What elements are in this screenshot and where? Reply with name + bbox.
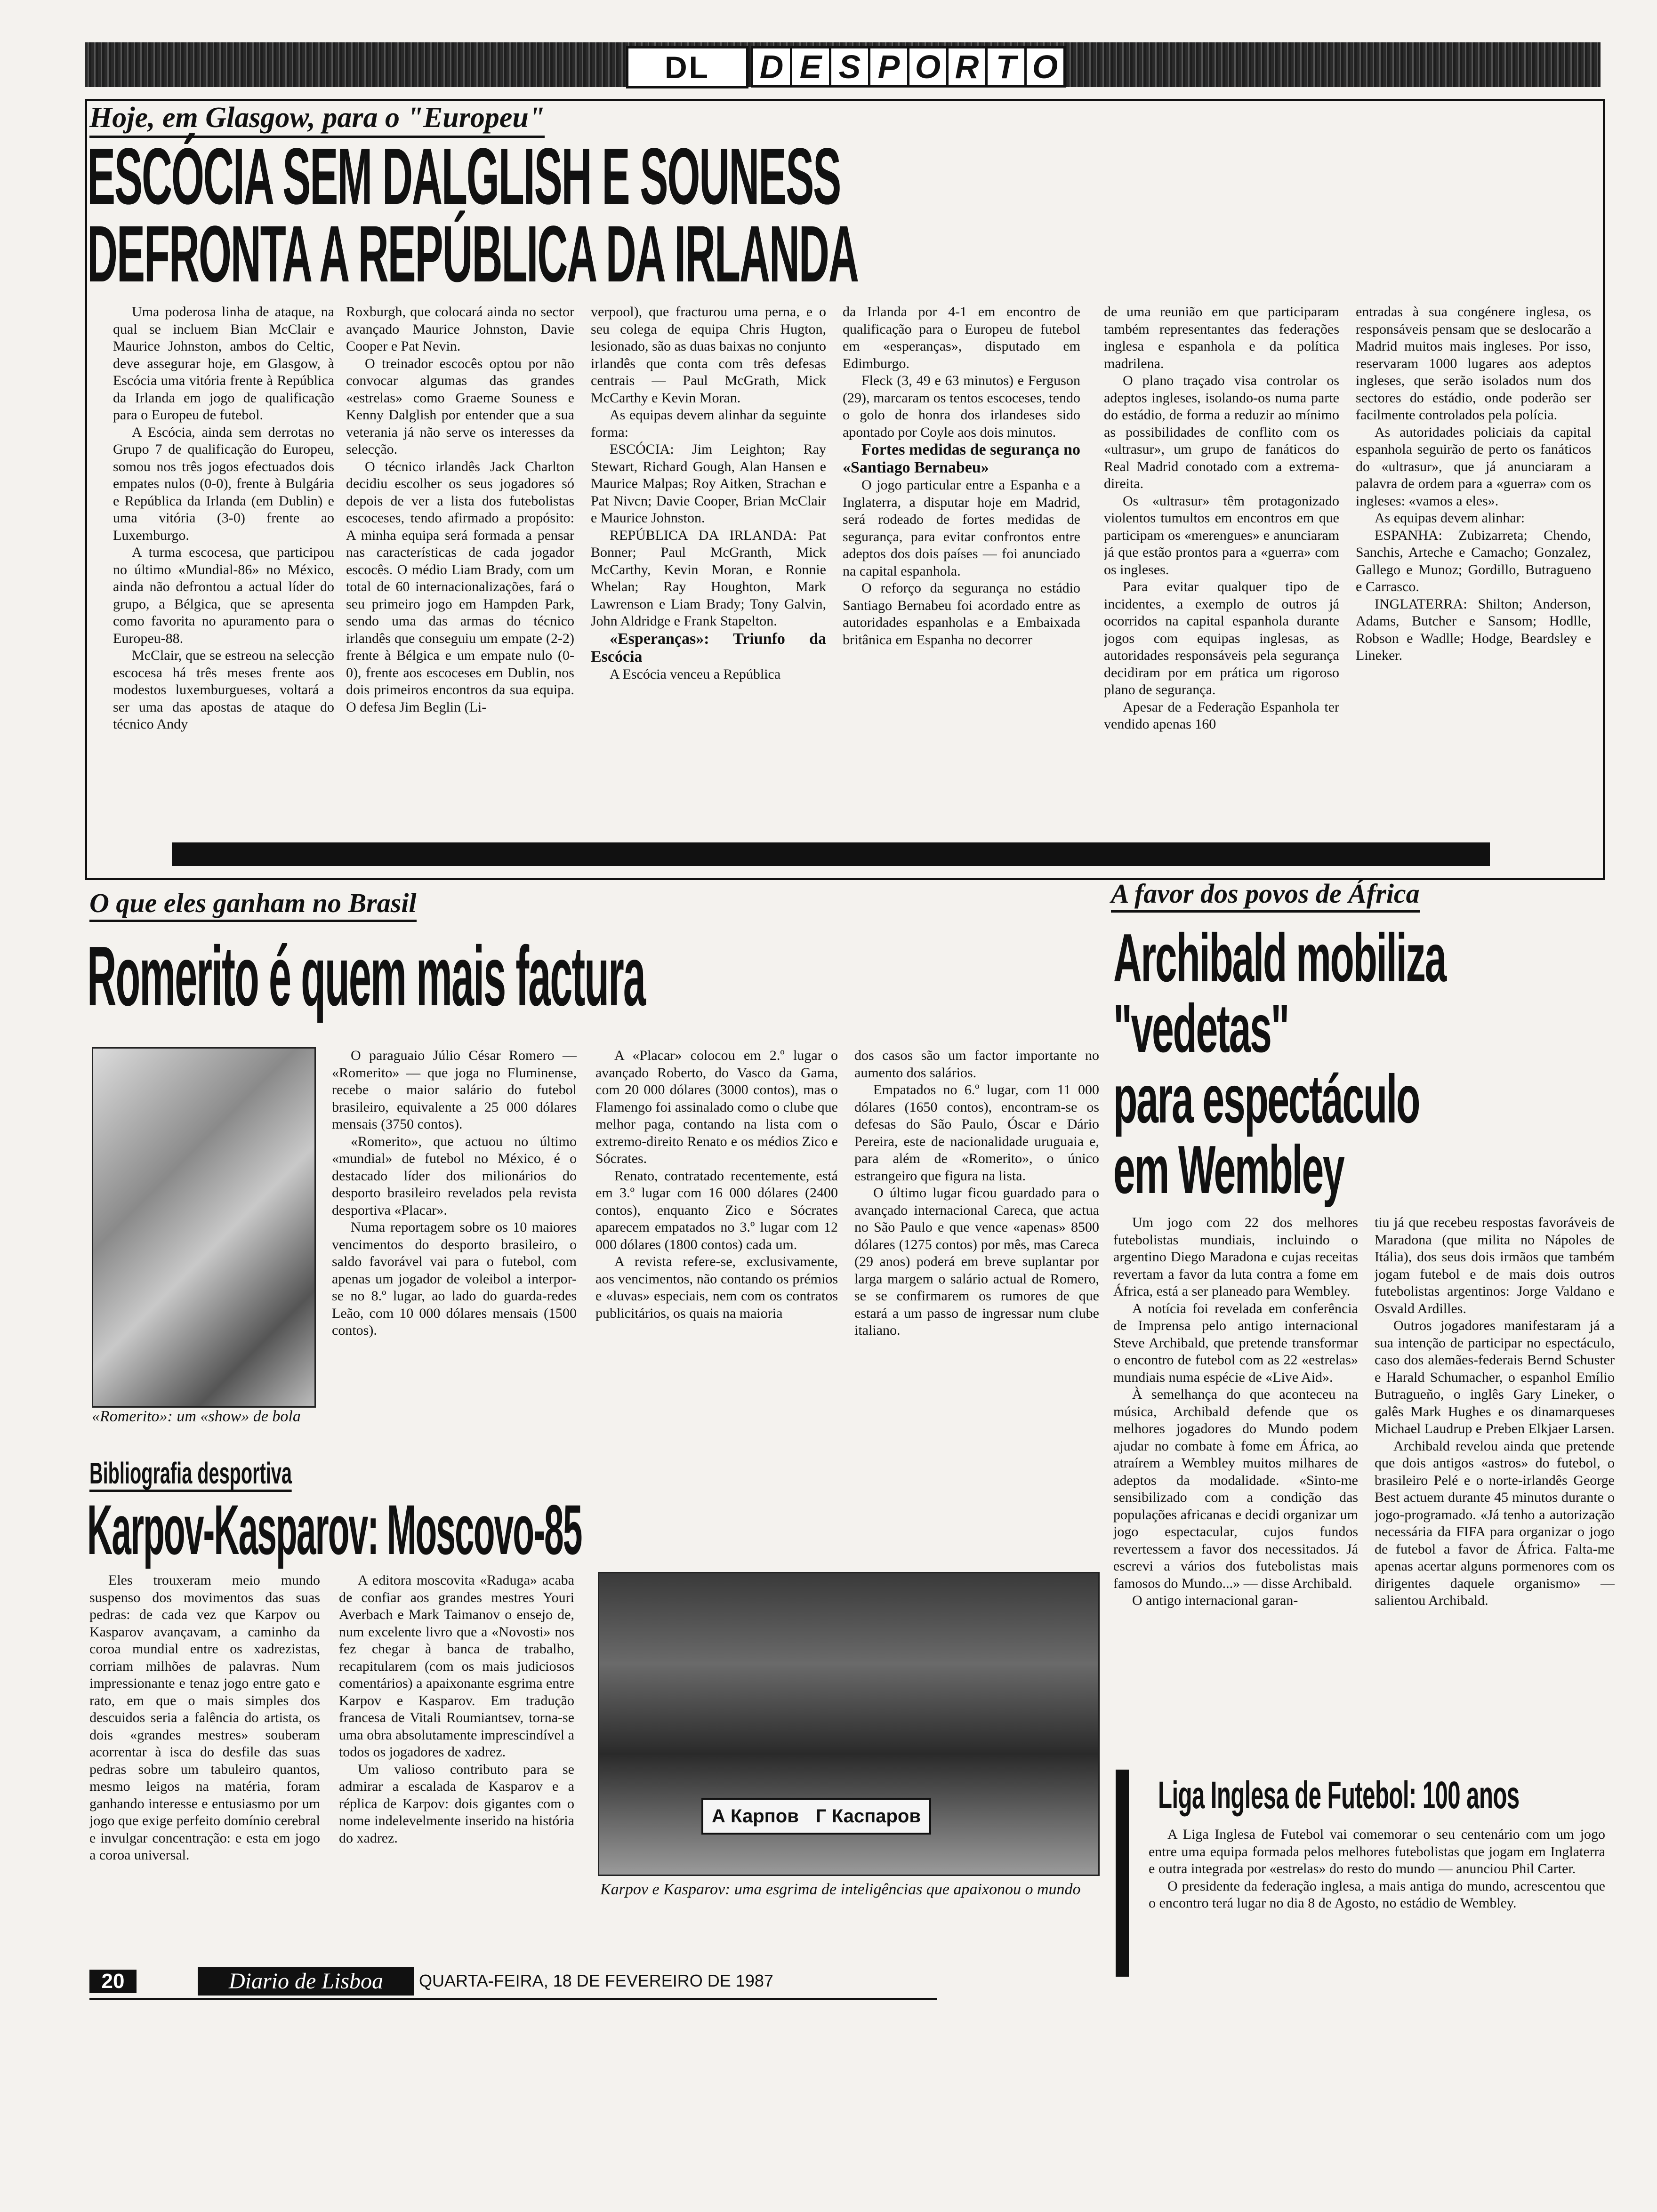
article2-column-3 bbox=[854, 1047, 1099, 1419]
article3-column-1 bbox=[1113, 1214, 1358, 1751]
publication-date: QUARTA-FEIRA, 18 DE FEVEREIRO DE 1987 bbox=[419, 1971, 773, 1990]
romerito-photo bbox=[92, 1047, 316, 1408]
section-letter: E bbox=[790, 46, 831, 88]
paragraph: A notícia foi revelada em conferência de Imprensa pelo antigo internacional Steve Archibald, que pretende transformar o encontro de futebol com as 22 «estrelas» mundiais numa espécie de «Live Aid». bbox=[1113, 1300, 1358, 1385]
article1-column-1 bbox=[113, 304, 334, 840]
section-letter: S bbox=[829, 46, 870, 88]
article1-headline-line1: ESCÓCIA SEM DALGLISH E SOUNESS bbox=[87, 132, 841, 221]
paragraph: Eles trouxeram meio mundo suspenso dos movimentos das suas pedras: de cada vez que Karpov ou Kasparov avançavam, a caminho da coroa mundial entre os xadrezistas, corriam milhões de palavras. Num impressionante e tenaz jogo entre gato e rato, em que o mais simples dos descuidos seria a falência do artista, os dois «grandes mestres» souberam acorrentar à isca do desfile das suas pedras sobre um tabuleiro quantos, mesmo leigos na matéria, foram ganhando interesse e entusiasmo por um jogo que exige perfeito domínio cerebral e invulgar concentração: e esta em jogo a coroa universal. bbox=[89, 1572, 320, 1863]
paragraph: O plano traçado visa controlar os adeptos ingleses, isolando-os numa parte do estádio, de forma a reduzir ao mínimo as possibilidades de conflito com os «ultrasur», um grupo de fanáticos do Real Madrid conotado com a extrema-direita. bbox=[1104, 373, 1339, 491]
article3-headline-line: "vedetas" bbox=[1113, 990, 1289, 1066]
article3-column-2 bbox=[1375, 1214, 1615, 1751]
section-letter: O bbox=[1024, 46, 1066, 88]
article1-column-6 bbox=[1356, 304, 1591, 840]
paragraph: À semelhança do que aconteceu na música, Archibald defende que os melhores jogadores do Mundo podem ajudar no combate à fome em África, ao atraírem a Wembley muitos milhares de adeptos da modalidade. «Sinto-me sensibilizado com a condição das populações africanas e decidi organizar um jogo espectacular, cujos fundos revertessem a favor dos necessitados. Já escrevi a vários dos futebolistas mais famosos do Mundo...» — disse Archibald. bbox=[1113, 1387, 1358, 1591]
paragraph: Outros jogadores manifestaram já a sua intenção de participar no espectáculo, caso dos alemães-federais Bernd Schuster e Harald Schumacher, o espanhol Emílio Butragueño, o inglês Gary Lineker, o galês Mark Hughes e os dinamarqueses Michael Laudrup e Preben Elkjaer Larsen. bbox=[1375, 1318, 1615, 1436]
section-letter: R bbox=[946, 46, 988, 88]
paragraph: Um jogo com 22 dos melhores futebolistas mundiais, incluindo o argentino Diego Maradona e cujas receitas revertam a favor da luta contra a fome em África, está a ser planeado para Wembley. bbox=[1113, 1215, 1358, 1299]
article1-column-4 bbox=[843, 304, 1080, 840]
article3-headline-line: em Wembley bbox=[1113, 1131, 1344, 1208]
paragraph: de uma reunião em que participaram também representantes das federações inglesa e espanhola e da política madrilena. bbox=[1104, 304, 1339, 371]
paragraph: O jogo particular entre a Espanha e a Inglaterra, a disputar hoje em Madrid, será rodeado de fortes medidas de segurança, para evitar confrontos entre adeptos dos dois países — foi anunciado na capital espanhola. bbox=[843, 477, 1080, 579]
paragraph: Para evitar qualquer tipo de incidentes, a exemplo de outros já ocorridos na capital espanhola durante jogos com equipas inglesas, as autoridades responsáveis pela segurança decidiram por em prática um rigoroso plano de segurança. bbox=[1104, 579, 1339, 697]
box-side-bar bbox=[1116, 1770, 1129, 1977]
paragraph: A Liga Inglesa de Futebol vai comemorar o seu centenário com um jogo entre uma equipa formada pelos melhores futebolistas que jogam em Inglaterra e outra integrada por «estrelas» do resto do mundo — anunciou Phil Carter. bbox=[1149, 1827, 1605, 1876]
paragraph: Os «ultrasur» têm protagonizado violentos tumultos em encontros em que participam os «merengues» e anunciaram já que estão prontos para a «guerra» com os ingleses. bbox=[1104, 493, 1339, 577]
paragraph: Renato, contratado recentemente, está em 3.º lugar com 16 000 dólares (2400 contos), enquanto Zico e Sócrates aparecem empatados no 3.º lugar com 12 000 dólares (1800 contos) cada um. bbox=[595, 1168, 838, 1252]
paragraph: verpool), que fracturou uma perna, e o seu colega de equipa Chris Hugton, lesionado, são as duas baixas no conjunto irlandês que conta com três defesas centrais — Paul McGrath, Mick McCarthy e Kevin Moran. bbox=[591, 304, 826, 406]
section-letter: P bbox=[868, 46, 909, 88]
chess-name-sign bbox=[701, 1798, 931, 1835]
paragraph: A Escócia, ainda sem derrotas no Grupo 7 de qualificação do Europeu, somou nos três jogos efectuados dois empates nulos (0-0), frente à Bulgária e República da Irlanda (em Dublin) e uma vitória (3-0) frente ao Luxemburgo. bbox=[113, 424, 334, 543]
article2-column-1 bbox=[332, 1047, 577, 1419]
paragraph: entradas à sua congénere inglesa, os responsáveis pensam que se deslocarão a Madrid muitos mais ingleses. Por isso, reservaram 1000 lugares aos adeptos ingleses, que serão isolados num dos sectores do estádio, onde poderão ser facilmente controlados pela polícia. bbox=[1356, 304, 1591, 423]
footer-rule bbox=[89, 1998, 937, 2000]
paragraph: ESPANHA: Zubizarreta; Chendo, Sanchis, Arteche e Camacho; Gonzalez, Gallego e Munoz; Gordillo, Butragueno e Carrasco. bbox=[1356, 527, 1591, 594]
paragraph: A revista refere-se, exclusivamente, aos vencimentos, não contando os prémios e «luvas» especiais, nem com os contratos publicitários, os quais na maioria bbox=[595, 1254, 838, 1321]
paragraph: A turma escocesa, que participou no último «Mundial-86» no México, ainda não defrontou a actual líder do grupo, a Bélgica, que se apresenta como favorita no apuramento para o Europeu-88. bbox=[113, 545, 334, 646]
article4-kicker: Bibliografia desportiva bbox=[89, 1457, 292, 1492]
article4-column-1 bbox=[89, 1572, 320, 1948]
section-title bbox=[753, 46, 1066, 84]
article2-column-2 bbox=[595, 1047, 838, 1419]
paragraph: Numa reportagem sobre os 10 maiores vencimentos do desporto brasileiro, o saldo favorável vai para o futebol, com apenas um jogador de voleibol a interpor-se no 8.º lugar, ao lado do guarda-redes Leão, com 10 000 dólares mensais (1500 contos). bbox=[332, 1219, 577, 1338]
paragraph: O presidente da federação inglesa, a mais antiga do mundo, acrescentou que o encontro terá lugar no dia 8 de Agosto, no estádio de Wembley. bbox=[1149, 1878, 1605, 1911]
paragraph: O técnico irlandês Jack Charlton decidiu escolher os seus jogadores só depois de ver a lista dos futebolistas escoceses, tendo afirmado a propósito: A minha equipa será formada a pensar nas características de cada jogador escocês. O médio Liam Brady, com um total de 60 internacionalizações, fará o seu primeiro jogo em Hampden Park, sendo uma das armas do técnico irlandês que conseguiu um empate (2-2) frente à Bélgica e um empate nulo (0-0), frente aos escoceses em Dublin, nos dois primeiros encontros da sua equipa. O defesa Jim Beglin (Li- bbox=[346, 458, 574, 715]
paragraph: «Romerito», que actuou no último «mundial» de futebol no México, é o destacado líder dos milionários do desporto brasileiro revelados pela revista desportiva «Placar». bbox=[332, 1133, 577, 1218]
newspaper-name: Diario de Lisboa bbox=[198, 1967, 414, 1996]
paragraph: INGLATERRA: Shilton; Anderson, Adams, Butcher e Sansom; Hodlle, Robson e Wadlle; Hodge, Beardsley e Lineker. bbox=[1356, 596, 1591, 663]
article5-body bbox=[1149, 1826, 1605, 1977]
paragraph: As autoridades policiais da capital espanhola seguirão de perto os fanáticos do «ultrasur», que já anunciaram a palavra de ordem para a «guerra» com os ingleses: «vamos a eles». bbox=[1356, 424, 1591, 509]
paragraph: Archibald revelou ainda que pretende que dois antigos «astros» do futebol, o brasileiro Pelé e o norte-irlandês George Best actuem durante 45 minutos durante o jogo-programado. «Já tenho a autorização necessária da FIFA para organizar o jogo de futebol a favor de África. Falta-me apenas acertar alguns pormenores com os dirigentes daquele organismo» — salientou Archibald. bbox=[1375, 1438, 1615, 1608]
subheading: Fortes medidas de segurança no «Santiago Bernabeu» bbox=[843, 441, 1080, 476]
karpov-kasparov-photo-caption: Karpov e Kasparov: uma esgrima de inteligências que apaixonou o mundo bbox=[600, 1881, 1081, 1898]
paragraph: Roxburgh, que colocará ainda no sector avançado Maurice Johnston, Davie Cooper e Pat Nevin. bbox=[346, 304, 574, 354]
article1-headline-line2: DEFRONTA A REPÚBLICA DA IRLANDA bbox=[87, 209, 858, 299]
article1-kicker: Hoje, em Glasgow, para o "Europeu" bbox=[89, 101, 545, 138]
paragraph: Fleck (3, 49 e 63 minutos) e Ferguson (29), marcaram os tentos escoceses, tendo o golo de honra dos irlandeses sido apontado por Coyle aos dois minutos. bbox=[843, 373, 1080, 440]
paragraph: Empatados no 6.º lugar, com 11 000 dólares (1650 contos), encontram-se os defesas do São Paulo, Óscar e Dário Pereira, este de nacionalidade uruguaia e, para além de «Romerito», o único estrangeiro que figura na lista. bbox=[854, 1082, 1099, 1184]
paragraph: As equipas devem alinhar: bbox=[1375, 510, 1525, 526]
paragraph: A «Placar» colocou em 2.º lugar o avançado Roberto, do Vasco da Gama, com 20 000 dólares (3000 contos), mas o Flamengo foi assinalado como o clube que melhor paga, contando na lista com o extremo-direito Renato e os médios Zico e Sócrates. bbox=[595, 1048, 838, 1166]
romerito-photo-caption: «Romerito»: um «show» de bola bbox=[92, 1408, 301, 1425]
article4-headline: Karpov-Kasparov: Moscovo-85 bbox=[87, 1490, 582, 1569]
paragraph: Um valioso contributo para se admirar a escalada de Kasparov e a réplica de Karpov: dois gigantes com o nome indelevelmente inserido na história do xadrez. bbox=[339, 1761, 574, 1846]
paragraph: O reforço da segurança no estádio Santiago Bernabeu foi acordado entre as autoridades espanholas e a Embaixada britânica em Espanha no decorrer bbox=[843, 580, 1080, 648]
article2-kicker: O que eles ganham no Brasil bbox=[89, 887, 417, 922]
article3-kicker: A favor dos povos de África bbox=[1111, 878, 1420, 913]
paragraph: Uma poderosa linha de ataque, na qual se incluem Bian McClair e Maurice Johnston, ambos do Celtic, deve assegurar hoje, em Glasgow, à Escócia uma vitória frente à República da Irlanda em jogo de qualificação para o Europeu de futebol. bbox=[113, 304, 334, 423]
paragraph: A Escócia venceu a República bbox=[610, 666, 781, 682]
section-letter: T bbox=[985, 46, 1027, 88]
article1-column-3 bbox=[591, 304, 826, 840]
paragraph: Apesar de a Federação Espanhola ter vendido apenas 160 bbox=[1104, 699, 1339, 732]
bottom-bar bbox=[172, 842, 1490, 866]
section-letter: D bbox=[751, 46, 792, 88]
paragraph: da Irlanda por 4-1 em encontro de qualificação para o Europeu de futebol em «esperanças», disputado em Edimburgo. bbox=[843, 304, 1080, 371]
paragraph: dos casos são um factor importante no aumento dos salários. bbox=[854, 1048, 1099, 1081]
paragraph: McClair, que se estreou na selecção escocesa há três meses frente aos modestos luxemburgueses, voltará a ser uma das apostas de ataque do técnico Andy bbox=[113, 648, 334, 732]
paragraph: O antigo internacional garan- bbox=[1132, 1593, 1298, 1608]
paragraph: O treinador escocês optou por não convocar algumas das grandes «estrelas» como Graeme Souness e Kenny Dalglish por entender que a sua veterania já não serve os interesses da selecção. bbox=[346, 355, 574, 457]
paragraph: As equipas devem alinhar da seguinte forma: bbox=[591, 407, 826, 440]
article1-column-5 bbox=[1104, 304, 1339, 840]
article2-headline: Romerito é quem mais factura bbox=[87, 929, 645, 1024]
page-number: 20 bbox=[89, 1970, 137, 1993]
article4-column-2 bbox=[339, 1572, 574, 1948]
paragraph: O paraguaio Júlio César Romero — «Romerito» — que joga no Fluminense, recebe o maior salário do futebol brasileiro, equivalente a 25 000 dólares mensais (3750 contos). bbox=[332, 1048, 577, 1132]
article3-headline-line: para espectáculo bbox=[1113, 1061, 1420, 1137]
paragraph: A editora moscovita «Raduga» acaba de confiar aos grandes mestres Youri Averbach e Mark Taimanov o ensejo de, num excelente livro que a «Novosti» nos fez chegar à banca de trabalho, recapitularem (com os mais judiciosos comentários) a apaixonante esgrima entre Karpov e Kasparov. Em tradução francesa de Vitali Roumiantsev, torna-se uma obra absolutamente imprescindível a todos os jogadores de xadrez. bbox=[339, 1572, 574, 1760]
sign-name-karpov: А Карпов bbox=[712, 1805, 799, 1827]
article3-headline-line: Archibald mobiliza bbox=[1113, 920, 1446, 996]
newspaper-logo: DL bbox=[626, 46, 748, 88]
paragraph: O último lugar ficou guardado para o avançado internacional Careca, que actua no São Paulo e que vence «apenas» 8500 dólares (1275 contos) por mês, mas Careca (29 anos) poderá em breve suplantar por larga margem o salário actual de Romero, se se confirmarem os rumores de que estará a um passo de ingressar num clube italiano. bbox=[854, 1185, 1099, 1338]
paragraph: tiu já que recebeu respostas favoráveis de Maradona (que milita no Nápoles de Itália), dos seus dois irmãos que também jogam futebol e de mais dois outros futebolistas argentinos: Jorge Valdano e Osvald Ardilles. bbox=[1375, 1215, 1615, 1316]
article1-column-2 bbox=[346, 304, 574, 840]
article5-headline: Liga Inglesa de Futebol: 100 anos bbox=[1158, 1774, 1520, 1817]
subheading: «Esperanças»: Triunfo da Escócia bbox=[591, 630, 826, 665]
paragraph: ESCÓCIA: Jim Leighton; Ray Stewart, Richard Gough, Alan Hansen e Maurice Malpas; Roy Aitken, Strachan e Pat Nivcn; Davie Cooper, Brian McClair e Maurice Johnston. bbox=[591, 441, 826, 526]
sign-name-kasparov: Г Каспаров bbox=[815, 1805, 921, 1827]
section-letter: O bbox=[907, 46, 949, 88]
paragraph: REPÚBLICA DA IRLANDA: Pat Bonner; Paul McGranth, Mick McCarthy, Kevin Moran, e Ronnie Whelan; Ray Houghton, Mark Lawrenson e Liam Brady; Tony Galvin, John Aldridge e Frank Stapelton. bbox=[591, 527, 826, 629]
